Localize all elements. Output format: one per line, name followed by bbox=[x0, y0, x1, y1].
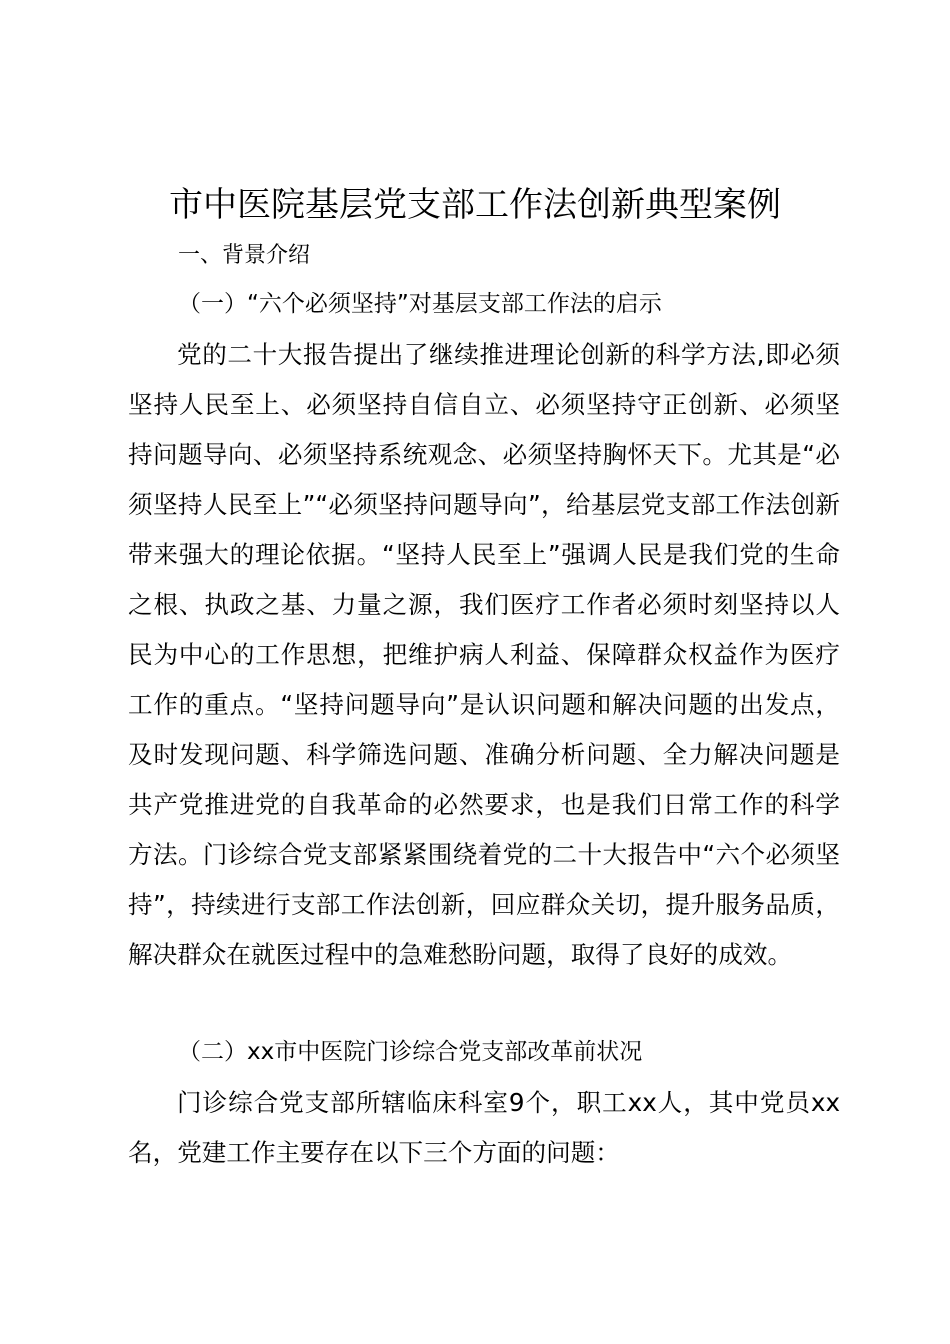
subsection-heading-2: （二）xx市中医院门诊综合党支部改革前状况 bbox=[178, 1039, 643, 1065]
subsection-heading-1: （一）“六个必须坚持”对基层支部工作法的启示 bbox=[178, 291, 662, 317]
body-paragraph-1: 党的二十大报告提出了继续推进理论创新的科学方法,即必须坚持人民至上、必须坚持自信自立、必须坚持守正创新、必须坚持问题导向、必须坚持系统观念、必须坚持胸怀天下。尤其是“必须坚持人民至上”“必须坚持问题导向”，给基层党支部工作法创新带来强大的理论依据。“坚持人民至上”强调人民是我们党的生命之根、执政之基、力量之源，我们医疗工作者必须时刻坚持以人民为中心的工作思想，把维护病人利益、保障群众权益作为医疗工作的重点。“坚持问题导向”是认识问题和解决问题的出发点，及时发现问题、科学筛选问题、准确分析问题、全力解决问题是共产党推进党的自我革命的必然要求，也是我们日常工作的科学方法。门诊综合党支部紧紧围绕着党的二十大报告中“六个必须坚持”，持续进行支部工作法创新，回应群众关切，提升服务品质，解决群众在就医过程中的急难愁盼问题，取得了良好的成效。 bbox=[128, 340, 840, 969]
body-paragraph-2: 门诊综合党支部所辖临床科室9个，职工xx人，其中党员xx名，党建工作主要存在以下三个方面的问题： bbox=[128, 1088, 840, 1167]
section-heading-background: 一、背景介绍 bbox=[178, 243, 311, 268]
document-title: 市中医院基层党支部工作法创新典型案例 bbox=[169, 185, 781, 225]
